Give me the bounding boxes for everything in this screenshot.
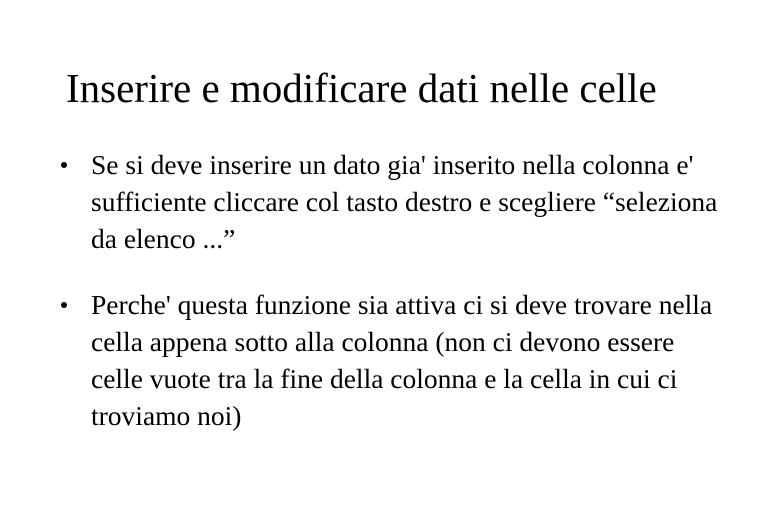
bullet-dot-icon bbox=[61, 162, 67, 168]
bullet-list bbox=[60, 146, 720, 463]
bullet-item bbox=[60, 146, 720, 257]
bullet-dot-icon bbox=[61, 302, 67, 308]
bullet-text: Se si deve inserire un dato gia' inserito nella colonna e' sufficiente cliccare col tasto destro e scegliere “seleziona da elenco ...” bbox=[91, 149, 718, 254]
bullet-item bbox=[60, 286, 720, 434]
bullet-text: Perche' questa funzione sia attiva ci si deve trovare nella cella appena sotto alla colonna (non ci devono essere celle vuote tra la fine della colonna e la cella in cui ci troviamo noi) bbox=[91, 289, 713, 431]
slide-title: Inserire e modificare dati nelle celle bbox=[66, 65, 657, 111]
